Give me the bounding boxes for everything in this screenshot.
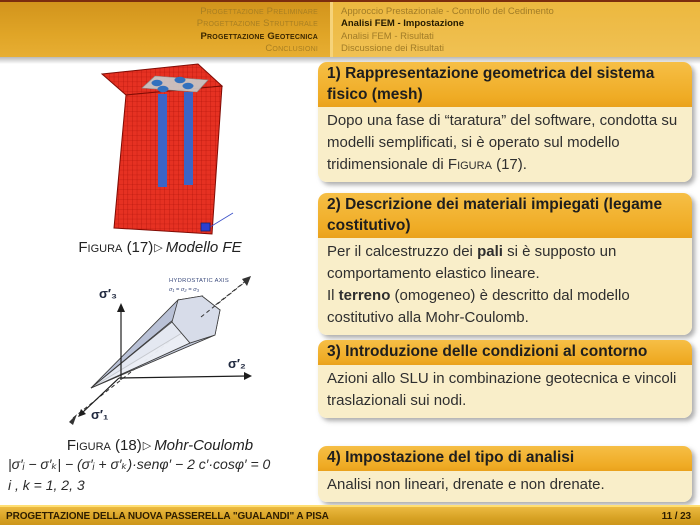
axis-origin-cube xyxy=(201,223,210,231)
mohr-coulomb-cone xyxy=(91,296,220,388)
block-2-text2: Il xyxy=(327,287,339,304)
block-3-body: Azioni allo SLU in combinazione geotecnica e vincoli traslazionali sui nodi. xyxy=(318,365,692,418)
block-2-title: 2) Descrizione dei materiali impiegati (legame costitutivo) xyxy=(318,193,692,238)
block-2-materials xyxy=(318,193,692,335)
block-2-bold-pali: pali xyxy=(477,243,503,260)
figure18-caption-number: (18) xyxy=(115,437,142,454)
footer-presentation-title: PROGETTAZIONE DELLA NUOVA PASSERELLA "GUALANDI" A PISA xyxy=(6,510,329,522)
nav-subsection-fem-risultati[interactable]: Analisi FEM - Risultati xyxy=(341,30,434,42)
sigma3-axis-label: σ′₃ xyxy=(99,286,118,301)
nav-section-strutturale[interactable]: Progettazione Strutturale xyxy=(196,18,318,30)
figure18-caption-title: Mohr-Coulomb xyxy=(154,437,254,454)
mohr-coulomb-figure xyxy=(55,262,265,434)
figure17-caption-label: Figura xyxy=(78,239,123,256)
pile-head-icon xyxy=(183,83,194,89)
block-3-title: 3) Introduzione delle condizioni al contorno xyxy=(318,340,692,365)
mohr-coulomb-formula-indices: i , k = 1, 2, 3 xyxy=(8,477,85,493)
pile-head-icon xyxy=(152,80,163,86)
block-2-bold-terreno: terreno xyxy=(338,287,391,304)
triangle-right-icon: ▷ xyxy=(142,440,152,452)
block-4-title: 4) Impostazione del tipo di analisi xyxy=(318,446,692,471)
slide-header xyxy=(0,0,700,57)
block-1-text: Dopo una fase di “taratura” del software, condotta su modelli semplificati, si è operato sul modello tridimensionale di xyxy=(327,112,678,173)
block-2-line-1 xyxy=(327,241,683,285)
hydrostatic-axis-equation: σ₁ = σ₂ = σ₃ xyxy=(169,287,200,293)
arrowhead xyxy=(69,414,77,425)
block-2-text-end: si è supposto un comportamento elastico lineare. xyxy=(327,243,617,282)
nav-subsection-discussione[interactable]: Discussione dei Risultati xyxy=(341,43,444,55)
block-2-text: Per il calcestruzzo dei xyxy=(327,243,478,260)
sigma2-axis-label: σ′₂ xyxy=(228,356,246,371)
block-1-body xyxy=(318,107,692,182)
block-1-figref: Figura xyxy=(447,156,492,173)
arrowhead xyxy=(244,372,252,380)
block-3-boundary-conditions xyxy=(318,340,692,418)
figure17-caption-number: (17) xyxy=(126,239,154,256)
mesh-front-face xyxy=(114,86,222,234)
nav-subsection-fem-impostazione-current[interactable]: Analisi FEM - Impostazione xyxy=(341,18,464,30)
footer-page-number: 11 / 23 xyxy=(661,510,691,522)
nav-section-conclusioni[interactable]: Conclusioni xyxy=(265,43,318,55)
header-sections-nav xyxy=(0,2,330,57)
block-1-text-end: (17). xyxy=(491,156,527,173)
sigma1-axis-label: σ′₁ xyxy=(91,407,109,422)
pile-head-icon xyxy=(158,86,169,92)
arrowhead xyxy=(242,276,251,286)
block-4-body: Analisi non lineari, drenate e non drenate. xyxy=(318,471,692,502)
block-1-mesh xyxy=(318,62,692,182)
figure18-caption-label: Figura xyxy=(66,437,111,454)
mohr-coulomb-formula: |σ′ᵢ − σ′ₖ| − (σ′ᵢ + σ′ₖ)·senφ′ − 2 c′·cosφ′ = 0 xyxy=(8,456,271,472)
block-1-title: 1) Rappresentazione geometrica del sistema fisico (mesh) xyxy=(318,62,692,107)
slide-footer xyxy=(0,505,700,525)
figure18-caption xyxy=(10,437,310,454)
header-subsections-nav xyxy=(330,2,700,57)
block-2-text2-end: (omogeneo) è descritto dal modello costitutivo alla Mohr-Coulomb. xyxy=(327,287,630,326)
fe-mesh-model-figure xyxy=(100,62,250,242)
triangle-right-icon: ▷ xyxy=(154,242,163,254)
figure17-caption xyxy=(10,239,310,256)
block-4-analysis-type xyxy=(318,446,692,502)
arrowhead xyxy=(117,303,125,312)
nav-section-geotecnica-current[interactable]: Progettazione Geotecnica xyxy=(200,30,318,42)
block-2-line-2 xyxy=(327,285,683,329)
nav-section-preliminare[interactable]: Progettazione Preliminare xyxy=(200,6,318,17)
pile-shaft xyxy=(184,92,193,185)
hydrostatic-axis-label: HYDROSTATIC AXIS xyxy=(169,278,229,284)
block-2-body xyxy=(318,238,692,335)
nav-subsection-approccio[interactable]: Approccio Prestazionale - Controllo del Cedimento xyxy=(341,6,554,17)
pile-shaft xyxy=(158,94,167,187)
pile-head-icon xyxy=(175,77,186,83)
figure17-caption-title: Modello FE xyxy=(165,239,242,256)
